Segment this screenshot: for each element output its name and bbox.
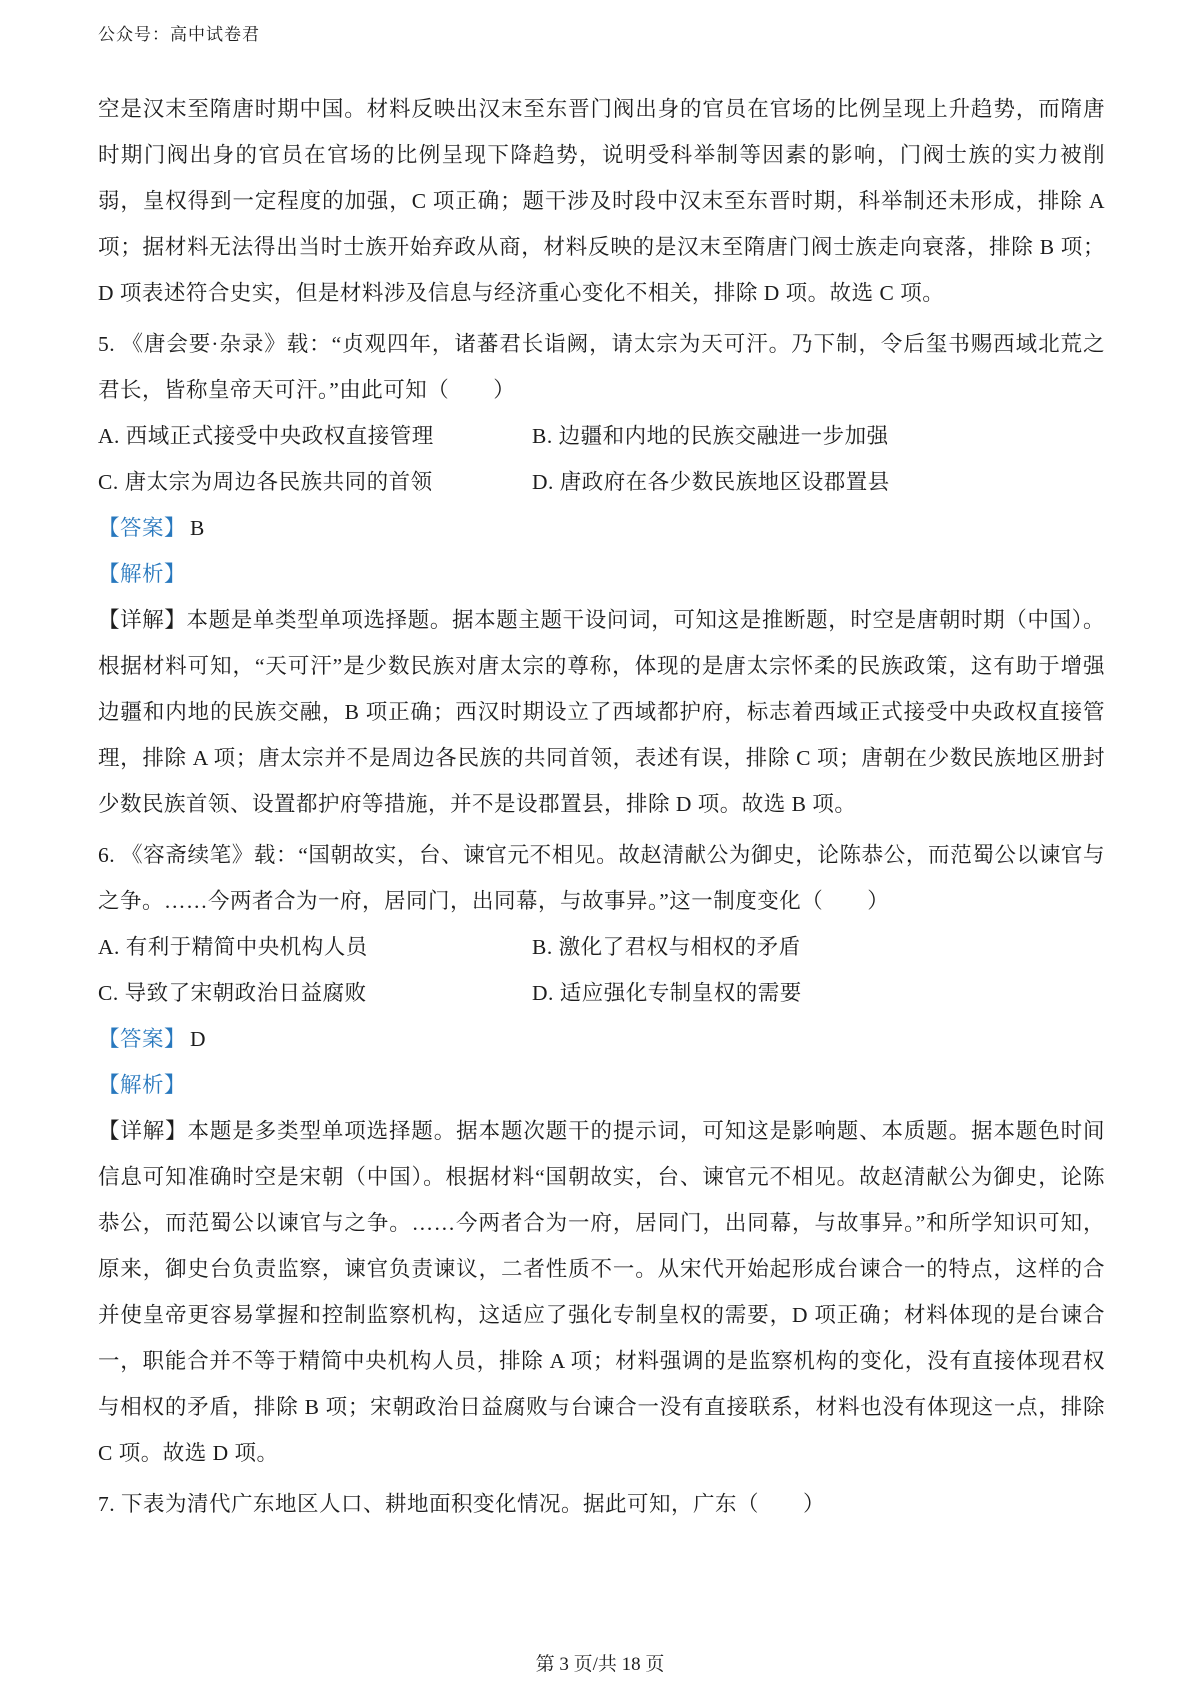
question-6-stem: 6. 《容斋续笔》载：“国朝故实，台、谏官元不相见。故赵清献公为御史，论陈恭公，而范蜀公以谏官与之争。……今两者合为一府，居同门，出同幕，与故事异。”这一制度变化（ ）	[98, 843, 1105, 913]
answer-label: 【答案】	[98, 516, 187, 540]
question-5-option-c: C. 唐太宗为周边各民族共同的首领	[98, 470, 433, 494]
question-5-option-d: D. 唐政府在各少数民族地区设郡置县	[532, 470, 890, 494]
question-5-analysis-label: 【解析】	[98, 562, 187, 586]
question-6-options-row-1	[98, 924, 1105, 970]
question-5-stem: 5. 《唐会要·杂录》载：“贞观四年，诸蕃君长诣阙，请太宗为天可汗。乃下制，令后玺书赐西域北荒之君长，皆称皇帝天可汗。”由此可知（ ）	[98, 332, 1105, 402]
question-5-answer-line	[98, 505, 1105, 551]
question-5-option-a: A. 西域正式接受中央政权直接管理	[98, 424, 434, 448]
question-7-stem: 7. 下表为清代广东地区人口、耕地面积变化情况。据此可知，广东（ ）	[98, 1492, 826, 1516]
question-6-answer-letter: D	[190, 1027, 207, 1051]
question-6-answer-line	[98, 1016, 1105, 1062]
question-6-options-row-2	[98, 970, 1105, 1016]
question-5-detail-explanation: 【详解】本题是单类型单项选择题。据本题主题干设问词，可知这是推断题，时空是唐朝时期（中国）。根据材料可知，“天可汗”是少数民族对唐太宗的尊称，体现的是唐太宗怀柔的民族政策，这有助于增强边疆和内地的民族交融，B 项正确；西汉时期设立了西域都护府，标志着西域正式接受中央政权直接管理，排除 A 项；唐太宗并不是周边各民族的共同首领，表述有误，排除 C 项；唐朝在少数民族地区册封少数民族首领、设置都护府等措施，并不是设郡置县，排除 D 项。故选 B 项。	[98, 608, 1105, 816]
question-6-analysis-label: 【解析】	[98, 1073, 187, 1097]
question-5-answer-letter: B	[190, 516, 205, 540]
question-6-option-c: C. 导致了宋朝政治日益腐败	[98, 981, 367, 1005]
page-number-footer: 第 3 页/共 18 页	[535, 1654, 665, 1675]
answer-explanation-continuation: 空是汉末至隋唐时期中国。材料反映出汉末至东晋门阀出身的官员在官场的比例呈现上升趋势，而隋唐时期门阀出身的官员在官场的比例呈现下降趋势，说明受科举制等因素的影响，门阀士族的实力被削弱，皇权得到一定程度的加强，C 项正确；题干涉及时段中汉末至东晋时期，科举制还未形成，排除 A 项；据材料无法得出当时士族开始弃政从商，材料反映的是汉末至隋唐门阀士族走向衰落，排除 B 项；D 项表述符合史实，但是材料涉及信息与经济重心变化不相关，排除 D 项。故选 C 项。	[98, 97, 1105, 305]
question-6-option-a: A. 有利于精简中央机构人员	[98, 935, 368, 959]
question-5-options-row-1	[98, 413, 1105, 459]
question-6-option-b: B. 激化了君权与相权的矛盾	[532, 935, 801, 959]
question-5-options-row-2	[98, 459, 1105, 505]
page-header-watermark: 公众号：高中试卷君	[98, 25, 260, 44]
question-6-detail-explanation: 【详解】本题是多类型单项选择题。据本题次题干的提示词，可知这是影响题、本质题。据本题色时间信息可知准确时空是宋朝（中国）。根据材料“国朝故实，台、谏官元不相见。故赵清献公为御史，论陈恭公，而范蜀公以谏官与之争。……今两者合为一府，居同门，出同幕，与故事异。”和所学知识可知，原来，御史台负责监察，谏官负责谏议，二者性质不一。从宋代开始起形成台谏合一的特点，这样的合并使皇帝更容易掌握和控制监察机构，这适应了强化专制皇权的需要，D 项正确；材料体现的是台谏合一，职能合并不等于精简中央机构人员，排除 A 项；材料强调的是监察机构的变化，没有直接体现君权与相权的矛盾，排除 B 项；宋朝政治日益腐败与台谏合一没有直接联系，材料也没有体现这一点，排除 C 项。故选 D 项。	[98, 1119, 1105, 1465]
answer-label: 【答案】	[98, 1027, 187, 1051]
question-6-option-d: D. 适应强化专制皇权的需要	[532, 981, 802, 1005]
question-5-option-b: B. 边疆和内地的民族交融进一步加强	[532, 424, 889, 448]
page-content	[98, 86, 1105, 1527]
